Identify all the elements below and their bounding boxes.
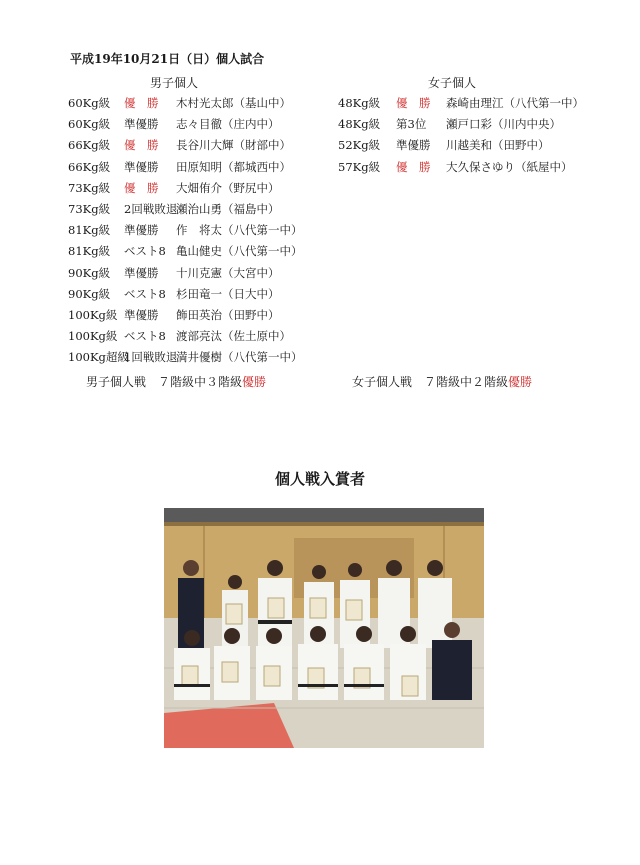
group-photo — [164, 508, 484, 748]
girls-summary-highlight: 優勝 — [508, 375, 533, 389]
boys-result-name: 亀山健史（八代第一中） — [176, 244, 303, 259]
boys-result-name: 杉田竜一（日大中） — [176, 286, 280, 301]
boys-result-result: ベスト8 — [124, 329, 166, 344]
boys-result-weight: 66Kg級 — [68, 159, 111, 174]
boys-result-name: 十川克憲（大宮中） — [176, 265, 280, 280]
boys-result-result: 優 勝 — [124, 180, 159, 195]
boys-result-name: 田原知明（都城西中） — [176, 159, 291, 174]
girls-result-name: 瀬戸口彩（川内中央） — [446, 117, 561, 132]
girls-result-weight: 48Kg級 — [338, 96, 381, 110]
boys-summary-text: 男子個人戦 ７階級中３階級 — [86, 375, 243, 389]
boys-result-weight: 81Kg級 — [68, 244, 111, 259]
boys-result-result: 準優勝 — [124, 117, 159, 132]
boys-result-weight: 90Kg級 — [68, 265, 111, 280]
page-title: 平成19年10月21日（日）個人試合 — [70, 52, 265, 66]
boys-result-result: 準優勝 — [124, 308, 159, 322]
boys-result-result: ベスト8 — [124, 244, 166, 259]
boys-summary-highlight: 優勝 — [242, 375, 267, 389]
girls-result-result: 優 勝 — [396, 96, 431, 110]
girls-summary — [352, 373, 532, 390]
boys-result-name: 渡部亮汰（佐土原中） — [176, 329, 291, 344]
boys-result-weight: 100Kg級 — [68, 308, 118, 322]
boys-result-name: 満井優樹（八代第一中） — [176, 350, 303, 365]
boys-result-name: 志々目徹（庄内中） — [176, 117, 280, 132]
boys-result-result: 優 勝 — [124, 96, 159, 110]
girls-result-result: 優 勝 — [396, 159, 431, 174]
boys-result-name: 大畑侑介（野尻中） — [176, 180, 280, 195]
boys-result-result: 準優勝 — [124, 223, 159, 238]
girls-result-weight: 48Kg級 — [338, 117, 381, 132]
boys-result-result: 優 勝 — [124, 138, 159, 153]
boys-result-name: 長谷川大輝（財部中） — [176, 138, 291, 153]
boys-result-result: 1回戦敗退 — [124, 350, 178, 365]
boys-result-result: 準優勝 — [124, 159, 159, 174]
girls-result-weight: 57Kg級 — [338, 159, 381, 174]
boys-result-name: 作 将太（八代第一中） — [176, 223, 303, 238]
boys-result-weight: 73Kg級 — [68, 202, 111, 216]
girls-result-result: 準優勝 — [396, 138, 431, 153]
girls-result-name: 大久保さゆり（紙屋中） — [446, 159, 573, 174]
boys-result-name: 木村光太郎（基山中） — [176, 96, 291, 110]
girls-result-name: 川越美和（田野中） — [446, 138, 550, 153]
boys-result-result: 2回戦敗退 — [124, 202, 178, 216]
boys-result-weight: 90Kg級 — [68, 286, 111, 301]
boys-result-result: ベスト8 — [124, 286, 166, 301]
section-title: 個人戦入賞者 — [274, 470, 365, 488]
boys-result-weight: 60Kg級 — [68, 117, 111, 132]
boys-result-result: 準優勝 — [124, 265, 159, 280]
girls-heading: 女子個人 — [428, 76, 477, 90]
girls-result-name: 森崎由理江（八代第一中） — [446, 96, 584, 110]
boys-heading: 男子個人 — [150, 76, 199, 90]
boys-result-weight: 100Kg超級 — [68, 350, 129, 365]
girls-result-result: 第3位 — [396, 117, 427, 132]
boys-result-weight: 81Kg級 — [68, 223, 111, 238]
boys-result-name: 瀬治山勇（福島中） — [176, 202, 280, 216]
boys-result-weight: 73Kg級 — [68, 180, 111, 195]
girls-result-weight: 52Kg級 — [338, 138, 381, 153]
boys-summary — [86, 373, 266, 390]
girls-summary-text: 女子個人戦 ７階級中２階級 — [352, 375, 509, 389]
boys-result-weight: 60Kg級 — [68, 96, 111, 110]
boys-result-weight: 66Kg級 — [68, 138, 111, 153]
boys-result-weight: 100Kg級 — [68, 329, 118, 344]
boys-result-name: 飾田英治（田野中） — [176, 308, 280, 322]
